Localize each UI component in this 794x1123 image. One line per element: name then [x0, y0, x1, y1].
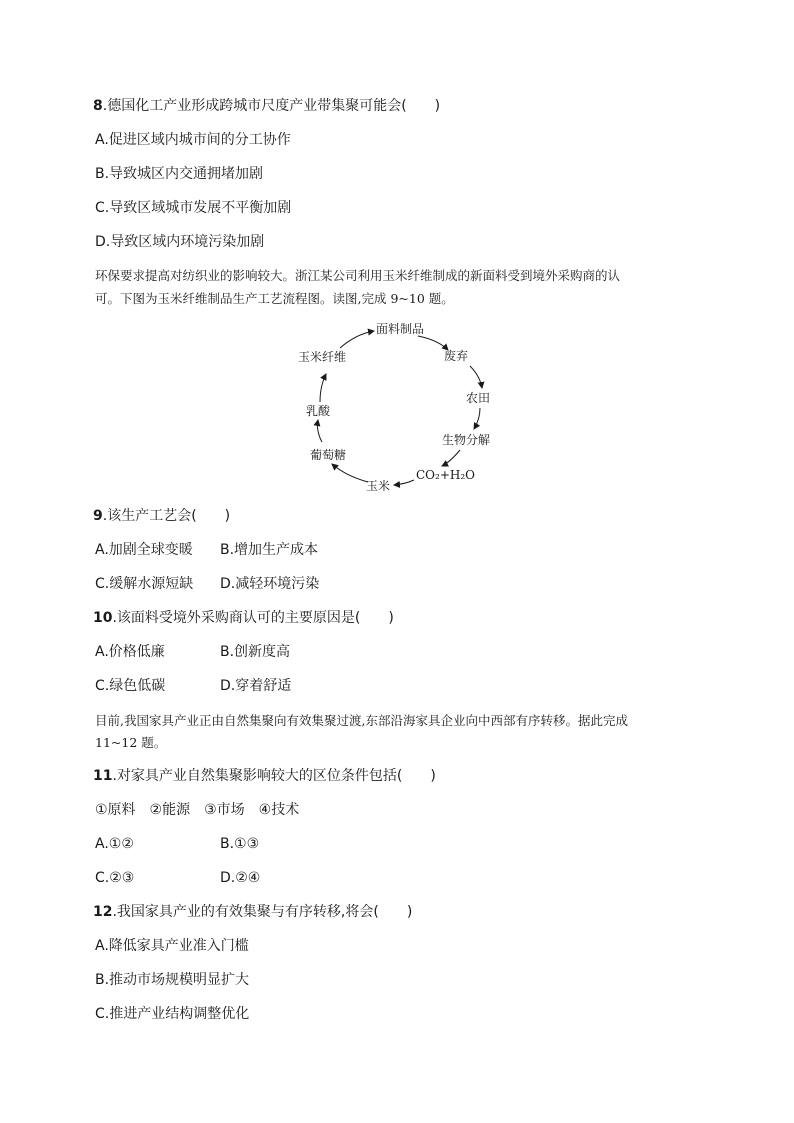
- q11-option-a[interactable]: A.①②: [95, 836, 134, 852]
- q11-option-d[interactable]: D.②④: [220, 870, 261, 886]
- q9-option-b[interactable]: B.增加生产成本: [220, 542, 319, 558]
- question-number: 11: [93, 768, 113, 784]
- q11-items: ①原料 ②能源 ③市场 ④技术: [95, 802, 300, 818]
- q11-option-c[interactable]: C.②③: [95, 870, 135, 886]
- question-number: 12: [93, 904, 113, 920]
- q10-option-a[interactable]: A.价格低廉: [95, 644, 165, 660]
- arrow-7: [318, 420, 323, 442]
- passage-2-line-1: 目前,我国家具产业正由自然集聚向有效集聚过渡,东部沿海家具企业向中西部有序转移。据此完成: [95, 713, 628, 728]
- q12-option-a[interactable]: A.降低家具产业准入门槛: [95, 938, 249, 954]
- arrow-9: [340, 331, 374, 348]
- q8-option-b[interactable]: B.导致城区内交通拥堵加剧: [95, 166, 264, 182]
- arrow-2: [470, 366, 482, 388]
- node-corn-fiber: 玉米纤维: [298, 350, 347, 364]
- arrow-1: [418, 336, 448, 350]
- q11-option-b[interactable]: B.①③: [220, 836, 260, 852]
- q9-option-d[interactable]: D.减轻环境污染: [220, 576, 320, 592]
- q12-option-b[interactable]: B.推动市场规模明显扩大: [95, 972, 250, 988]
- corn-fiber-process-diagram: [290, 316, 510, 496]
- arrow-5: [394, 480, 414, 485]
- question-number: 9: [93, 508, 103, 524]
- question-8-stem: 8.德国化工产业形成跨城市尺度产业带集聚可能会( ): [93, 98, 441, 114]
- arrow-3: [474, 408, 480, 429]
- node-fabric-products: 面料制品: [376, 322, 425, 336]
- question-11-stem: 11.对家具产业自然集聚影响较大的区位条件包括( ): [93, 768, 436, 784]
- node-co2-h2o: CO₂+H₂O: [416, 468, 475, 482]
- q12-option-c[interactable]: C.推进产业结构调整优化: [95, 1006, 250, 1022]
- q10-option-d[interactable]: D.穿着舒适: [220, 678, 292, 694]
- q8-option-d[interactable]: D.导致区域内环境污染加剧: [95, 234, 265, 250]
- node-corn: 玉米: [366, 479, 391, 493]
- question-10-stem: 10.该面料受境外采购商认可的主要原因是( ): [93, 610, 394, 626]
- arrow-8: [320, 374, 326, 402]
- q10-option-b[interactable]: B.创新度高: [220, 644, 291, 660]
- question-number: 10: [93, 610, 113, 626]
- question-12-stem: 12.我国家具产业的有效集聚与有序转移,将会( ): [93, 904, 413, 920]
- q8-option-c[interactable]: C.导致区域城市发展不平衡加剧: [95, 200, 292, 216]
- passage-2-line-2: 11~12 题。: [95, 735, 167, 750]
- q9-option-c[interactable]: C.缓解水源短缺: [95, 576, 194, 592]
- question-number: 8: [93, 98, 103, 114]
- node-discard: 废弃: [444, 349, 469, 363]
- node-glucose: 葡萄糖: [310, 448, 347, 462]
- q8-option-a[interactable]: A.促进区域内城市间的分工协作: [95, 132, 291, 148]
- node-farmland: 农田: [466, 391, 491, 405]
- passage-1-line-1: 环保要求提高对纺织业的影响较大。浙江某公司利用玉米纤维制成的新面料受到境外采购商的认: [95, 268, 621, 283]
- arrow-6: [332, 464, 368, 482]
- node-lactic-acid: 乳酸: [306, 404, 331, 418]
- question-9-stem: 9.该生产工艺会( ): [93, 508, 231, 524]
- arrow-4: [442, 450, 460, 466]
- q10-option-c[interactable]: C.绿色低碳: [95, 678, 166, 694]
- q9-option-a[interactable]: A.加剧全球变暖: [95, 542, 193, 558]
- node-biodegradation: 生物分解: [442, 433, 491, 447]
- passage-1-line-2: 可。下图为玉米纤维制品生产工艺流程图。读图,完成 9~10 题。: [95, 291, 454, 306]
